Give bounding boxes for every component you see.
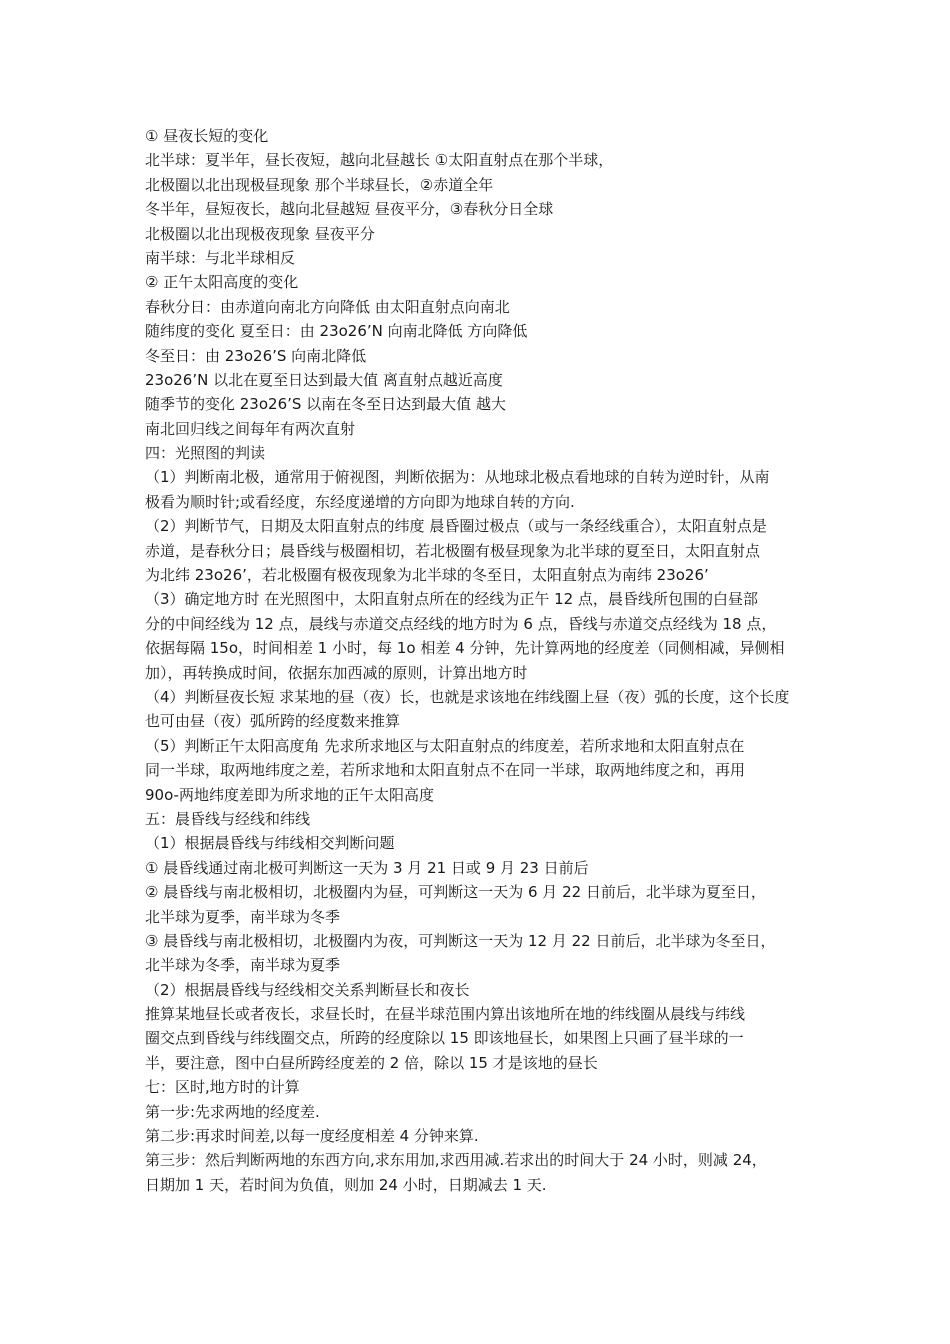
text-line: 北极圈以北出现极夜现象 昼夜平分 (145, 224, 375, 243)
text-line: 随纬度的变化 夏至日：由 23o26’N 向南北降低 方向降低 (145, 322, 528, 341)
text-line: （3）确定地方时 在光照图中，太阳直射点所在的经线为正午 12 点，晨昏线所包围的白昼部 (145, 590, 758, 609)
text-line: （2）根据晨昏线与经线相交关系判断昼长和夜长 (145, 980, 470, 999)
section-heading: 七：区时,地方时的计算 (145, 1078, 300, 1097)
text-line: ③ 晨昏线与南北极相切，北极圈内为夜，可判断这一天为 12 月 22 日前后，北半球为冬至日， (145, 931, 776, 950)
text-line: 随季节的变化 23o26’S 以南在冬至日达到最大值 越大 (145, 395, 506, 414)
text-line: 南北回归线之间每年有两次直射 (145, 419, 356, 438)
text-line: 推算某地昼长或者夜长，求昼长时，在昼半球范围内算出该地所在地的纬线圈从晨线与纬线 (145, 1005, 746, 1024)
text-line: ① 昼夜长短的变化 (145, 127, 269, 145)
text-line: 依据每隔 15o，时间相差 1 小时，每 1o 相差 4 分钟，先计算两地的经度差（同侧相减，异侧相 (145, 639, 785, 658)
text-line: 冬半年，昼短夜长，越向北昼越短 昼夜平分，③春秋分日全球 (145, 200, 554, 219)
text-line: ② 晨昏线与南北极相切，北极圈内为昼，可判断这一天为 6 月 22 日前后，北半球为夏至日， (145, 883, 766, 902)
text-line: 冬至日：由 23o26’S 向南北降低 (145, 346, 367, 365)
text-line: 北半球：夏半年，昼长夜短，越向北昼越长 ①太阳直射点在那个半球， (145, 151, 614, 170)
text-line: 也可由昼（夜）弧所跨的经度数来推算 (145, 712, 401, 731)
text-line: 赤道，是春秋分日；晨昏线与极圈相切，若北极圈有极昼现象为北半球的夏至日，太阳直射点 (145, 541, 761, 560)
section-heading: 五：晨昏线与经线和纬线 (145, 809, 311, 828)
text-line: 春秋分日：由赤道向南北方向降低 由太阳直射点向南北 (145, 297, 510, 316)
text-line: 第一步:先求两地的经度差. (145, 1102, 320, 1121)
section-heading: 四：光照图的判读 (145, 444, 266, 463)
text-line: 北半球为夏季，南半球为冬季 (145, 907, 341, 926)
text-line: （1）根据晨昏线与纬线相交判断问题 (145, 834, 395, 853)
text-line: 极看为顺时针;或看经度，东经度递增的方向即为地球自转的方向. (145, 492, 575, 511)
text-line: 同一半球，取两地纬度之差，若所求地和太阳直射点不在同一半球，取两地纬度之和，再用 (145, 761, 746, 780)
text-line: 半，要注意，图中白昼所跨经度差的 2 倍，除以 15 才是该地的昼长 (145, 1053, 598, 1072)
text-line: 北半球为冬季，南半球为夏季 (145, 956, 341, 975)
text-line: 加），再转换成时间，依据东加西减的原则，计算出地方时 (145, 663, 528, 682)
text-line: 为北纬 23o26’，若北极圈有极夜现象为北半球的冬至日，太阳直射点为南纬 23o26’ (145, 566, 709, 585)
document-page (145, 124, 825, 1197)
text-line: 第三步：然后判断两地的东西方向,求东用加,求西用减.若求出的时间大于 24 小时，则减 24， (145, 1151, 767, 1170)
text-line: 第二步:再求时间差,以每一度经度相差 4 分钟来算. (145, 1127, 479, 1146)
text-line: （1）判断南北极，通常用于俯视图，判断依据为：从地球北极点看地球的自转为逆时针，从南 (145, 468, 770, 487)
text-line: （4）判断昼夜长短 求某地的昼（夜）长，也就是求该地在纬线圈上昼（夜）弧的长度，这个长度 (145, 687, 790, 706)
text-line: 分的中间经线为 12 点，晨线与赤道交点经线的地方时为 6 点，昏线与赤道交点经线为 18 点， (145, 614, 777, 633)
text-line: （5）判断正午太阳高度角 先求所求地区与太阳直射点的纬度差，若所求地和太阳直射点在 (145, 736, 745, 755)
text-line: 北极圈以北出现极昼现象 那个半球昼长，②赤道全年 (145, 175, 494, 194)
text-line: 圈交点到昏线与纬线圈交点，所跨的经度除以 15 即该地昼长，如果图上只画了昼半球的一 (145, 1029, 744, 1048)
text-line: 南半球：与北半球相反 (145, 248, 296, 267)
text-line: （2）判断节气，日期及太阳直射点的纬度 晨昏圈过极点（或与一条经线重合），太阳直射点是 (145, 517, 767, 536)
text-line: 23o26’N 以北在夏至日达到最大值 离直射点越近高度 (145, 370, 503, 389)
text-line: ② 正午太阳高度的变化 (145, 273, 299, 292)
text-line: 90o-两地纬度差即为所求地的正午太阳高度 (145, 785, 434, 804)
text-line: 日期加 1 天，若时间为负值，则加 24 小时，日期减去 1 天. (145, 1175, 547, 1194)
text-line: ① 晨昏线通过南北极可判断这一天为 3 月 21 日或 9 月 23 日前后 (145, 858, 589, 877)
